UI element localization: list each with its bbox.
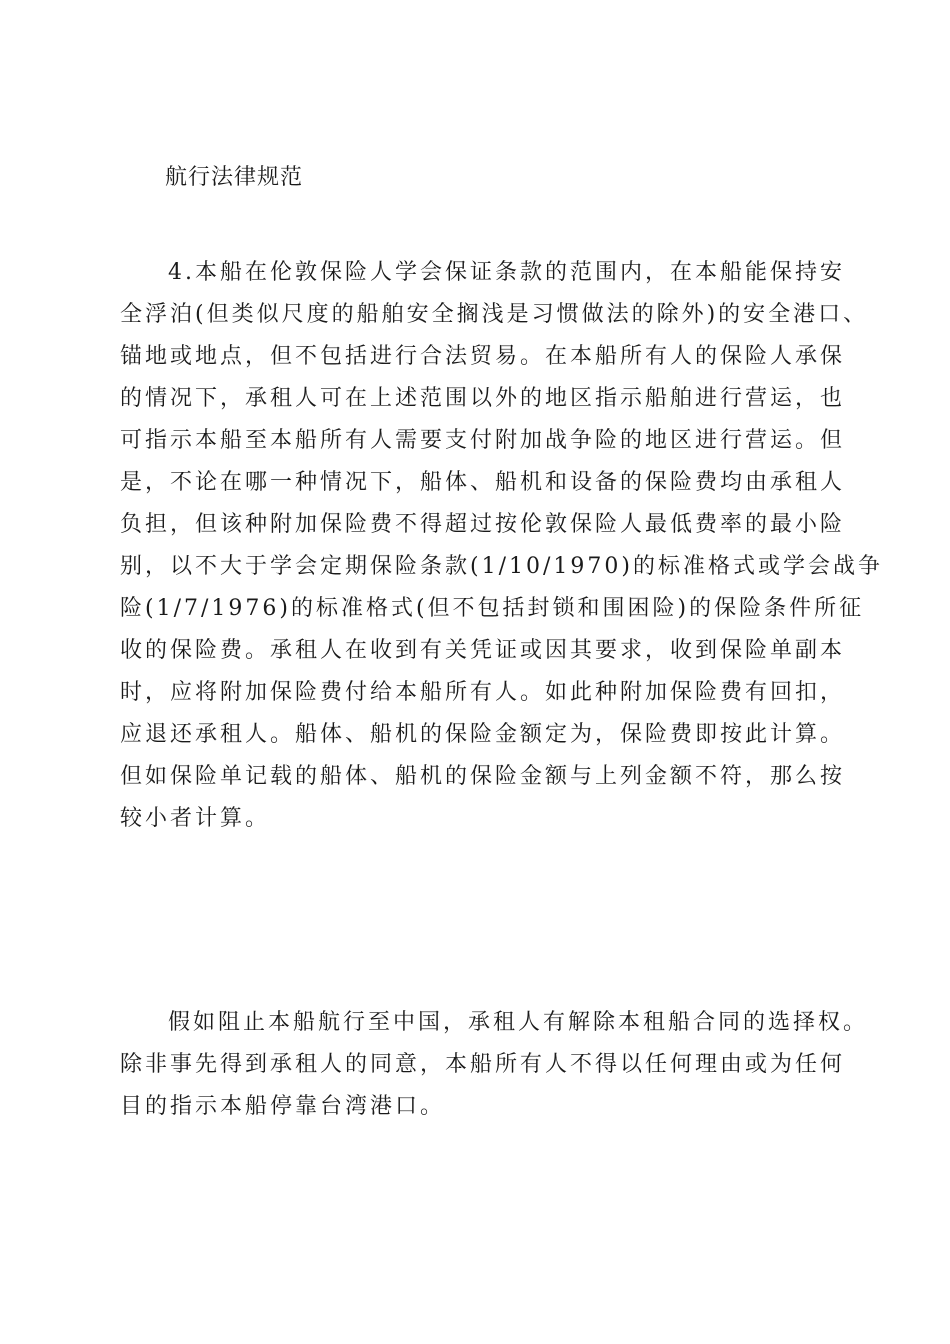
paragraph-clause-4 [120, 252, 883, 840]
paragraph-line: 较小者计算。 [120, 806, 271, 831]
paragraph-line: 锚地或地点，但不包括进行合法贸易。在本船所有人的保险人承保 [120, 344, 846, 369]
paragraph-line: 收的保险费。承租人在收到有关凭证或因其要求，收到保险单副本 [120, 638, 846, 663]
paragraph-line: 是，不论在哪一种情况下，船体、船机和设备的保险费均由承租人 [120, 470, 846, 495]
paragraph-line: 应退还承租人。船体、船机的保险金额定为，保险费即按此计算。 [120, 722, 846, 747]
paragraph-line: 目的指示本船停靠台湾港口。 [120, 1094, 446, 1119]
paragraph-line: 全浮泊(但类似尺度的船舶安全搁浅是习惯做法的除外)的安全港口、 [120, 302, 869, 327]
paragraph-line: 负担，但该种附加保险费不得超过按伦敦保险人最低费率的最小险 [120, 512, 846, 537]
paragraph-line: 险(1/7/1976)的标准格式(但不包括封锁和围困险)的保险条件所征 [120, 596, 865, 621]
paragraph-line: 时，应将附加保险费付给本船所有人。如此种附加保险费有回扣， [120, 680, 846, 705]
paragraph-line: 假如阻止本船航行至中国，承租人有解除本租船合同的选择权。 [168, 1010, 869, 1035]
paragraph-line: 4.本船在伦敦保险人学会保证条款的范围内，在本船能保持安 [168, 260, 845, 285]
paragraph-line: 但如保险单记载的船体、船机的保险金额与上列金额不符，那么按 [120, 764, 846, 789]
paragraph-line: 除非事先得到承租人的同意，本船所有人不得以任何理由或为任何 [120, 1052, 846, 1077]
paragraph-line: 别，以不大于学会定期保险条款(1/10/1970)的标准格式或学会战争 [120, 554, 883, 579]
paragraph-line: 可指示本船至本船所有人需要支付附加战争险的地区进行营运。但 [120, 428, 846, 453]
document-title: 航行法律规范 [165, 165, 304, 190]
paragraph-line: 的情况下，承租人可在上述范围以外的地区指示船舶进行营运，也 [120, 386, 846, 411]
paragraph-china-clause [120, 1002, 869, 1128]
